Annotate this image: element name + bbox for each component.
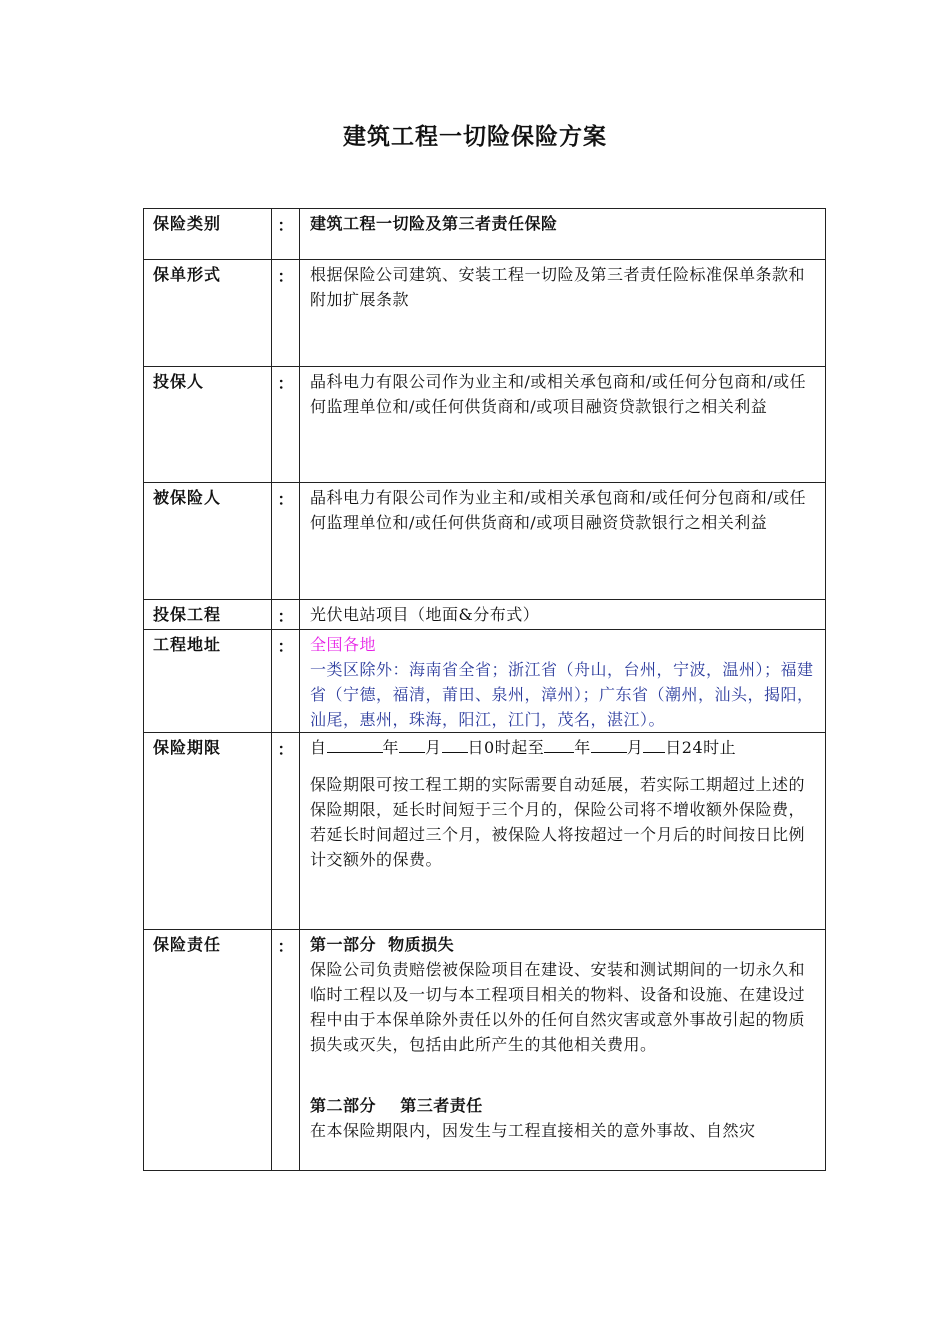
blank-field [544,736,574,753]
table-row-insured [144,483,826,600]
row-colon: ： [272,630,300,733]
row-colon: ： [272,600,300,630]
row-colon: ： [272,733,300,930]
row-value: 建筑工程一切险及第三者责任保险 [300,209,826,260]
row-label: 保险责任 [144,930,272,1171]
table-row-address [144,630,826,733]
part2-title: 第二部分 第三者责任 [310,1096,483,1115]
row-value [300,930,826,1171]
table-row-period [144,733,826,930]
part1-title: 第一部分 物质损失 [310,935,455,954]
row-value: 晶科电力有限公司作为业主和/或相关承包商和/或任何分包商和/或任何监理单位和/或任何供货商和/或项目融资贷款银行之相关利益 [300,483,826,600]
row-label: 投保人 [144,367,272,483]
table-row-project [144,600,826,630]
row-label: 保单形式 [144,260,272,367]
period-dates: 自 年 月 日0时起至 年 月 日24时止 [310,738,737,757]
row-label: 保险类别 [144,209,272,260]
row-value: 光伏电站项目（地面&分布式） [300,600,826,630]
insurance-plan-table [143,208,826,1171]
row-colon: ： [272,483,300,600]
address-main: 全国各地 [310,635,377,654]
table-row-category [144,209,826,260]
blank-field [327,736,383,753]
row-colon: ： [272,209,300,260]
page-title: 建筑工程一切险保险方案 [343,123,607,150]
row-label: 工程地址 [144,630,272,733]
blank-field [399,736,425,753]
row-value [300,630,826,733]
part1-text: 保险公司负责赔偿被保险项目在建设、安装和测试期间的一切永久和临时工程以及一切与本工程项目相关的物料、设备和设施、在建设过程中由于本保单除外责任以外的任何自然灾害或意外事故引起的物质损失或灭失，包括由此所产生的其他相关费用。 [310,960,806,1054]
row-label: 投保工程 [144,600,272,630]
table-row-liability [144,930,826,1171]
table-row-applicant [144,367,826,483]
row-colon: ： [272,260,300,367]
row-colon: ： [272,930,300,1171]
part2-text: 在本保险期限内，因发生与工程直接相关的意外事故、自然灾 [310,1121,756,1140]
row-value: 根据保险公司建筑、安装工程一切险及第三者责任险标准保单条款和附加扩展条款 [300,260,826,367]
row-colon: ： [272,367,300,483]
row-value [300,733,826,930]
address-exclusion: 一类区除外：海南省全省；浙江省（舟山，台州，宁波，温州）；福建省（宁德，福清，莆田、泉州，漳州）；广东省（潮州，汕头，揭阳，汕尾，惠州，珠海，阳江，江门，茂名，湛江）。 [310,660,814,729]
table-row-policy-form [144,260,826,367]
row-label: 保险期限 [144,733,272,930]
blank-field [442,736,468,753]
row-value: 晶科电力有限公司作为业主和/或相关承包商和/或任何分包商和/或任何监理单位和/或任何供货商和/或项目融资贷款银行之相关利益 [300,367,826,483]
row-label: 被保险人 [144,483,272,600]
period-note: 保险期限可按工程工期的实际需要自动延展，若实际工期超过上述的保险期限，延长时间短于三个月的，保险公司将不增收额外保险费，若延长时间超过三个月，被保险人将按超过一个月后的时间按日比例计交额外的保费。 [310,775,806,869]
blank-field [643,736,665,753]
blank-field [591,736,627,753]
